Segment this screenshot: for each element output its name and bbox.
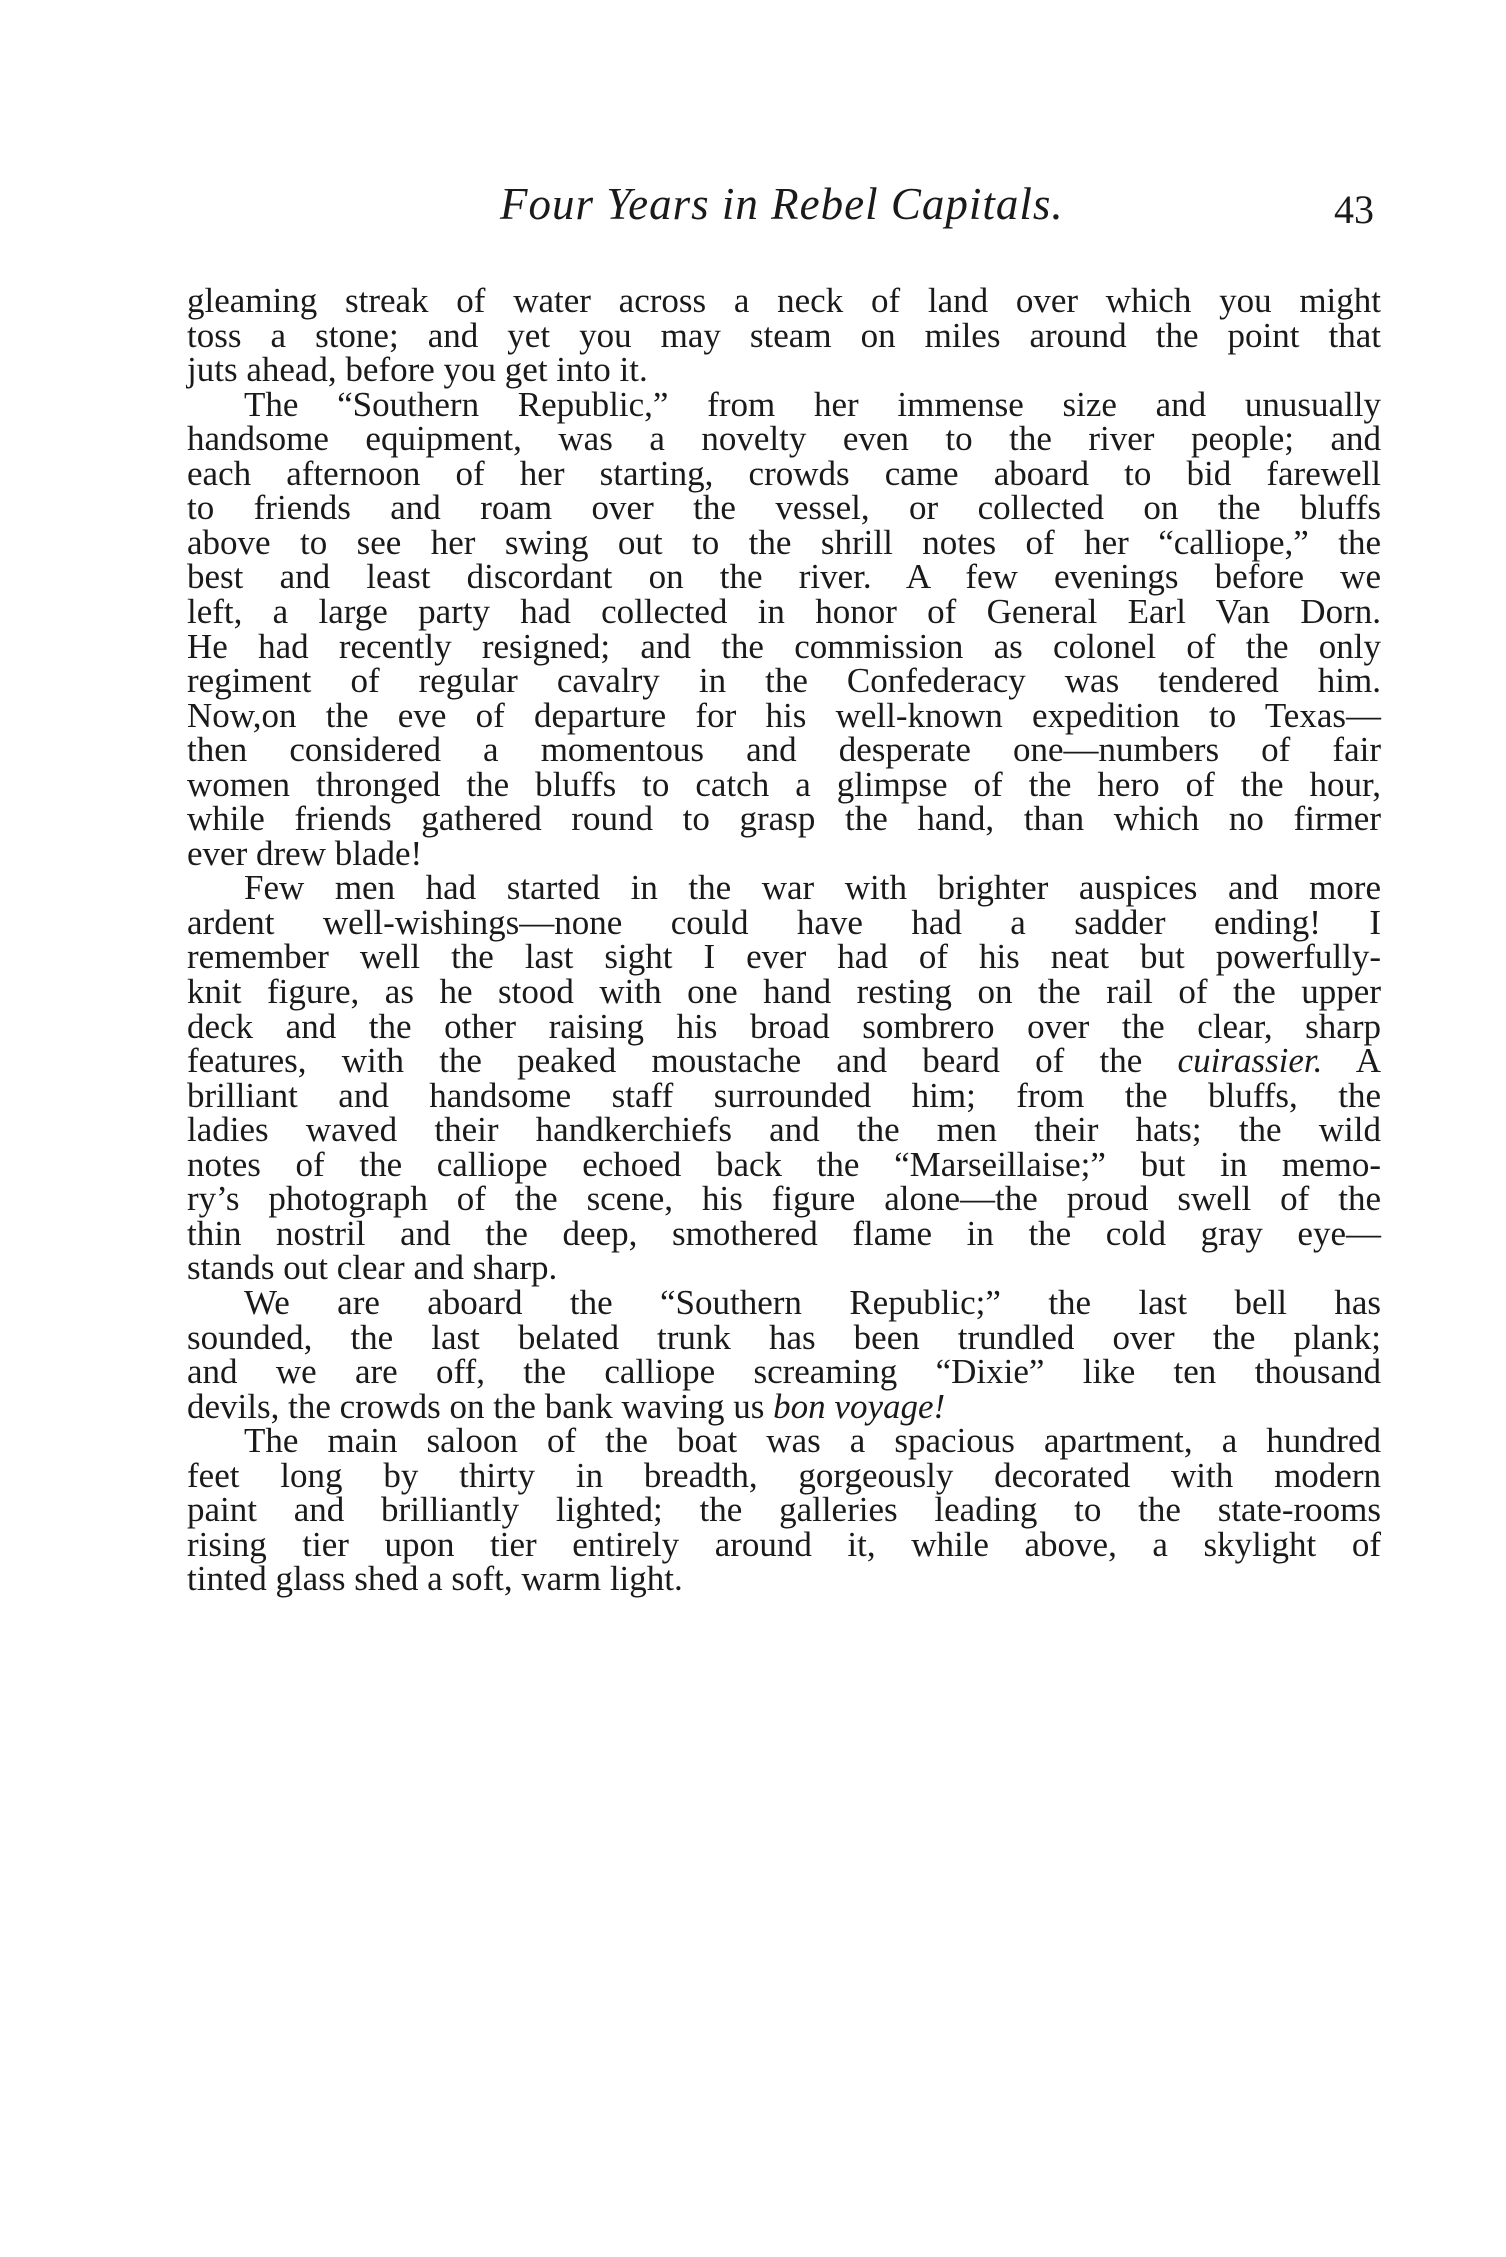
page-number: 43 bbox=[1334, 187, 1374, 232]
text-run: thin nostril and the deep, smothered flame in the cold gray eye— bbox=[187, 1213, 1381, 1253]
text-run: features, with the peaked moustache and beard of the bbox=[187, 1041, 1178, 1081]
text-run: The main saloon of the boat was a spacious apartment, a hundred bbox=[244, 1421, 1381, 1461]
text-run: ever drew blade! bbox=[187, 833, 423, 873]
text-run: each afternoon of her starting, crowds came aboard to bid farewell bbox=[187, 453, 1381, 493]
text-run: Few men had started in the war with brighter auspices and more bbox=[244, 868, 1381, 908]
text-run: devils, the crowds on the bank waving us bbox=[187, 1386, 774, 1426]
text-run: Now,on the eve of departure for his well-known expedition to Texas— bbox=[187, 695, 1381, 735]
text-run: The “Southern Republic,” from her immense size and unusually bbox=[244, 384, 1381, 424]
text-run: above to see her swing out to the shrill notes of her “calliope,” the bbox=[187, 522, 1381, 562]
text-run: then considered a momentous and desperate one—numbers of fair bbox=[187, 730, 1381, 770]
text-run: and we are off, the calliope screaming “Dixie” like ten thousand bbox=[187, 1352, 1381, 1392]
text-run: brilliant and handsome staff surrounded him; from the bluffs, the bbox=[187, 1075, 1381, 1115]
text-run: He had recently resigned; and the commission as colonel of the only bbox=[187, 626, 1381, 666]
text-run: rising tier upon tier entirely around it, while above, a skylight of bbox=[187, 1524, 1381, 1564]
text-run: remember well the last sight I ever had of his neat but powerfully- bbox=[187, 937, 1381, 977]
text-run: paint and brilliantly lighted; the galleries leading to the state-rooms bbox=[187, 1490, 1381, 1530]
italic-phrase: bon voyage! bbox=[773, 1386, 946, 1426]
text-run: We are aboard the “Southern Republic;” the last bell has bbox=[244, 1282, 1381, 1322]
text-run: left, a large party had collected in honor of General Earl Van Dorn. bbox=[187, 591, 1381, 631]
text-run: ry’s photograph of the scene, his figure alone—the proud swell of the bbox=[187, 1179, 1381, 1219]
running-title: Four Years in Rebel Capitals. bbox=[500, 179, 1064, 229]
text-run: to friends and roam over the vessel, or collected on the bluffs bbox=[187, 488, 1381, 528]
italic-phrase: cuirassier. bbox=[1177, 1041, 1323, 1081]
text-run: juts ahead, before you get into it. bbox=[187, 350, 648, 390]
text-run: regiment of regular cavalry in the Confederacy was tendered him. bbox=[187, 661, 1381, 701]
text-run: gleaming streak of water across a neck of land over which you might bbox=[187, 281, 1381, 320]
text-run: women thronged the bluffs to catch a glimpse of the hero of the hour, bbox=[187, 764, 1381, 804]
text-run: knit figure, as he stood with one hand resting on the rail of the upper bbox=[187, 972, 1381, 1011]
text-run: best and least discordant on the river. A few evenings before we bbox=[187, 557, 1381, 597]
text-run: toss a stone; and yet you may steam on miles around the point that bbox=[187, 315, 1381, 355]
text-run: stands out clear and sharp. bbox=[187, 1248, 558, 1288]
text-run: tinted glass shed a soft, warm light. bbox=[187, 1559, 683, 1599]
text-run: notes of the calliope echoed back the “Marseillaise;” but in memo- bbox=[187, 1144, 1381, 1184]
text-run: ardent well-wishings—none could have had a sadder ending! I bbox=[187, 902, 1381, 942]
text-run: handsome equipment, was a novelty even to the river people; and bbox=[187, 419, 1381, 459]
text-run: while friends gathered round to grasp the hand, than which no firmer bbox=[187, 799, 1381, 839]
text-line bbox=[187, 1554, 1381, 1603]
text-run: feet long by thirty in breadth, gorgeously decorated with modern bbox=[187, 1455, 1381, 1495]
text-run: sounded, the last belated trunk has been trundled over the plank; bbox=[187, 1317, 1381, 1357]
text-run: deck and the other raising his broad sombrero over the clear, sharp bbox=[187, 1006, 1381, 1046]
text-run: A bbox=[1322, 1041, 1381, 1081]
text-run: ladies waved their handkerchiefs and the men their hats; the wild bbox=[187, 1110, 1381, 1150]
